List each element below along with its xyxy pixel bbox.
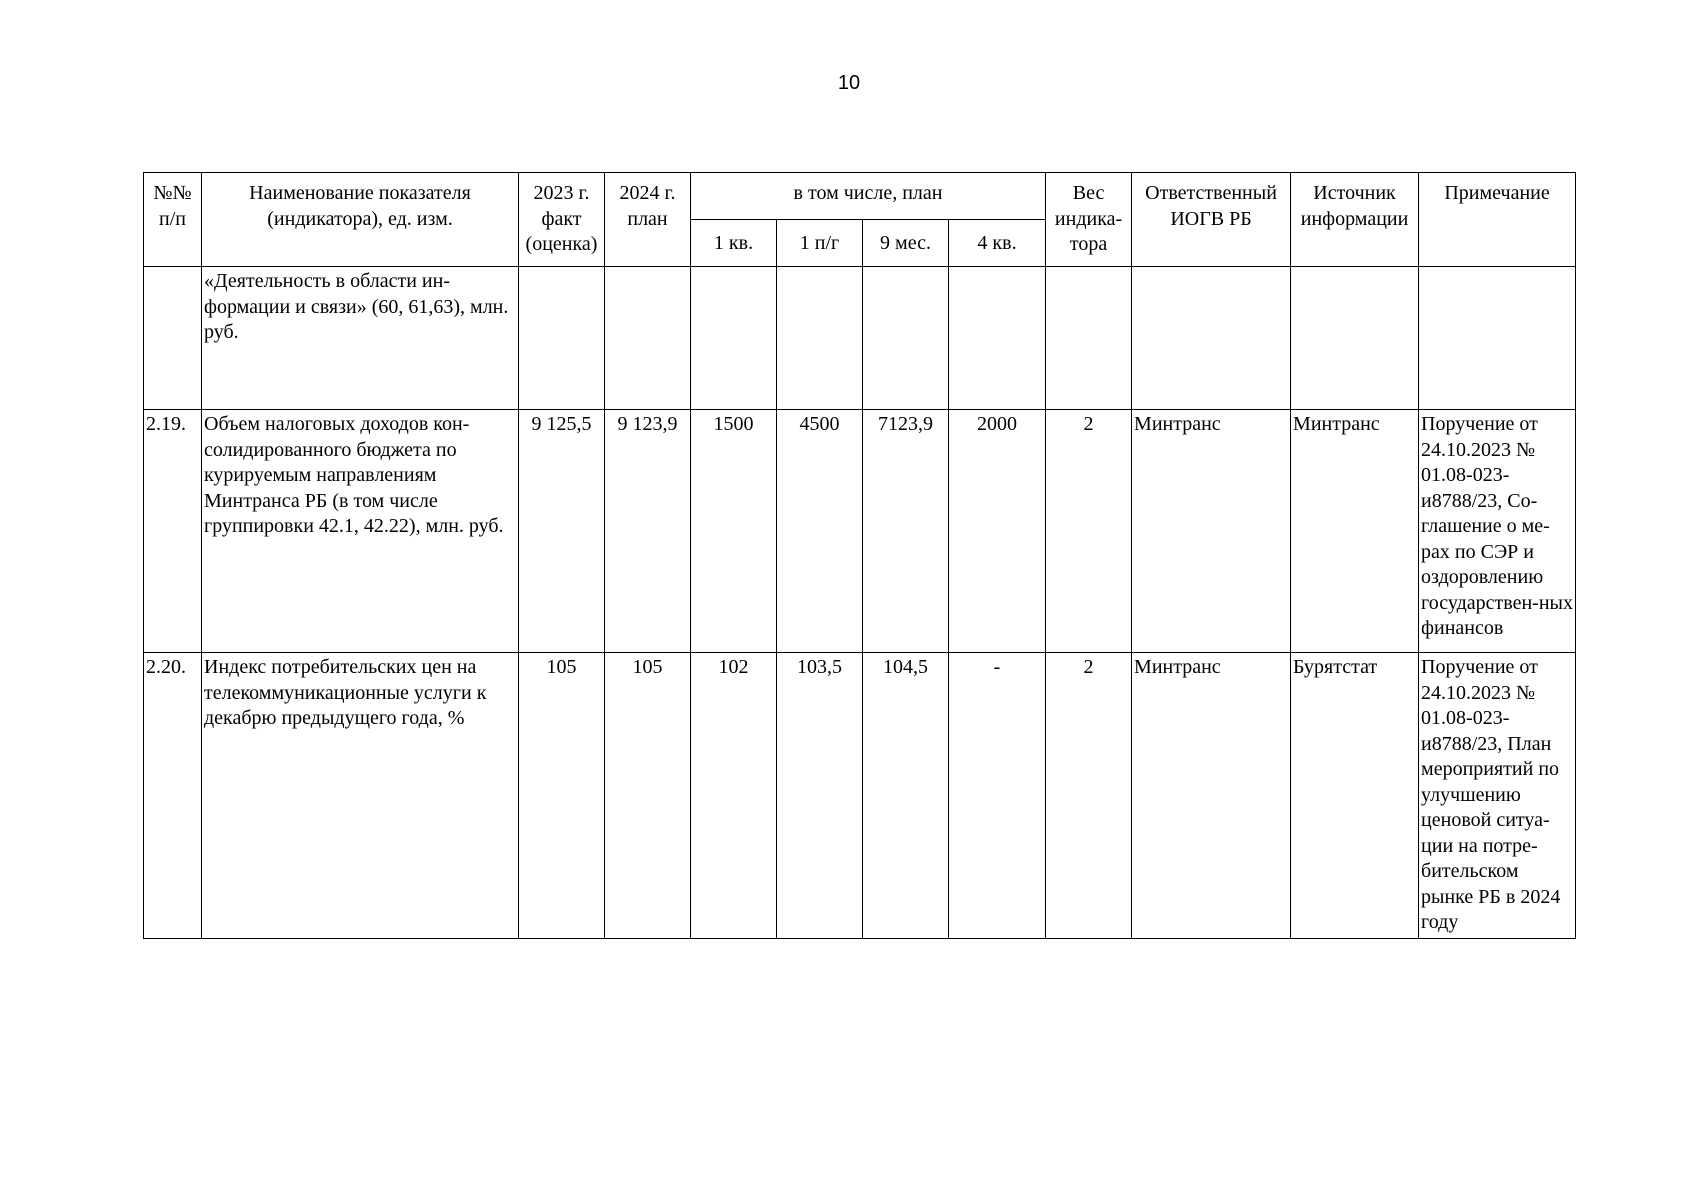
cell-q1 [691, 267, 777, 410]
cell-num [144, 267, 202, 410]
cell-9m: 104,5 [863, 653, 949, 939]
indicators-table [143, 172, 1576, 939]
cell-note [1419, 267, 1576, 410]
cell-plan-2024: 105 [605, 653, 691, 939]
header-including-plan: в том числе, план [691, 173, 1046, 220]
cell-plan-2024 [605, 267, 691, 410]
cell-fact-2023: 105 [519, 653, 605, 939]
cell-num: 2.20. [144, 653, 202, 939]
cell-weight [1046, 267, 1132, 410]
cell-source [1291, 267, 1419, 410]
cell-h1: 103,5 [777, 653, 863, 939]
header-weight: Вес индика-тора [1046, 173, 1132, 267]
header-row [144, 173, 1576, 220]
header-9m: 9 мес. [863, 220, 949, 267]
header-num: №№ п/п [144, 173, 202, 267]
cell-q4: - [949, 653, 1046, 939]
table-row [144, 653, 1576, 939]
page-number: 10 [837, 72, 861, 94]
cell-q4: 2000 [949, 410, 1046, 653]
cell-weight: 2 [1046, 653, 1132, 939]
cell-name: Объем налоговых доходов кон-солидированного бюджета по курируемым направлениям Минтранса РБ (в том числе группировки 42.1, 42.22), млн. руб. [202, 410, 519, 653]
cell-responsible: Минтранс [1132, 653, 1291, 939]
cell-responsible [1132, 267, 1291, 410]
cell-note: Поручение от 24.10.2023 № 01.08-023-и8788/23, Со-глашение о ме-рах по СЭР и оздоровлению государствен-ных финансов [1419, 410, 1576, 653]
table-row [144, 267, 1576, 410]
header-q1: 1 кв. [691, 220, 777, 267]
cell-num: 2.19. [144, 410, 202, 653]
cell-h1 [777, 267, 863, 410]
cell-9m [863, 267, 949, 410]
cell-note: Поручение от 24.10.2023 № 01.08-023-и8788/23, План мероприятий по улучшению ценовой ситуа-ции на потре-бительском рынке РБ в 2024 году [1419, 653, 1576, 939]
cell-q4 [949, 267, 1046, 410]
cell-responsible: Минтранс [1132, 410, 1291, 653]
cell-q1: 1500 [691, 410, 777, 653]
header-q4: 4 кв. [949, 220, 1046, 267]
cell-weight: 2 [1046, 410, 1132, 653]
cell-source: Минтранс [1291, 410, 1419, 653]
header-note: Примечание [1419, 173, 1576, 267]
table-row [144, 410, 1576, 653]
header-h1: 1 п/г [777, 220, 863, 267]
header-name: Наименование показателя (индикатора), ед. изм. [202, 173, 519, 267]
header-responsible: Ответственный ИОГВ РБ [1132, 173, 1291, 267]
cell-source: Бурятстат [1291, 653, 1419, 939]
cell-name: Индекс потребительских цен на телекоммуникационные услуги к декабрю предыдущего года, % [202, 653, 519, 939]
header-source: Источник информации [1291, 173, 1419, 267]
cell-q1: 102 [691, 653, 777, 939]
cell-plan-2024: 9 123,9 [605, 410, 691, 653]
cell-fact-2023 [519, 267, 605, 410]
cell-h1: 4500 [777, 410, 863, 653]
cell-name: «Деятельность в области ин-формации и связи» (60, 61,63), млн. руб. [202, 267, 519, 410]
cell-fact-2023: 9 125,5 [519, 410, 605, 653]
header-plan-2024: 2024 г. план [605, 173, 691, 267]
cell-9m: 7123,9 [863, 410, 949, 653]
header-fact-2023: 2023 г. факт (оценка) [519, 173, 605, 267]
